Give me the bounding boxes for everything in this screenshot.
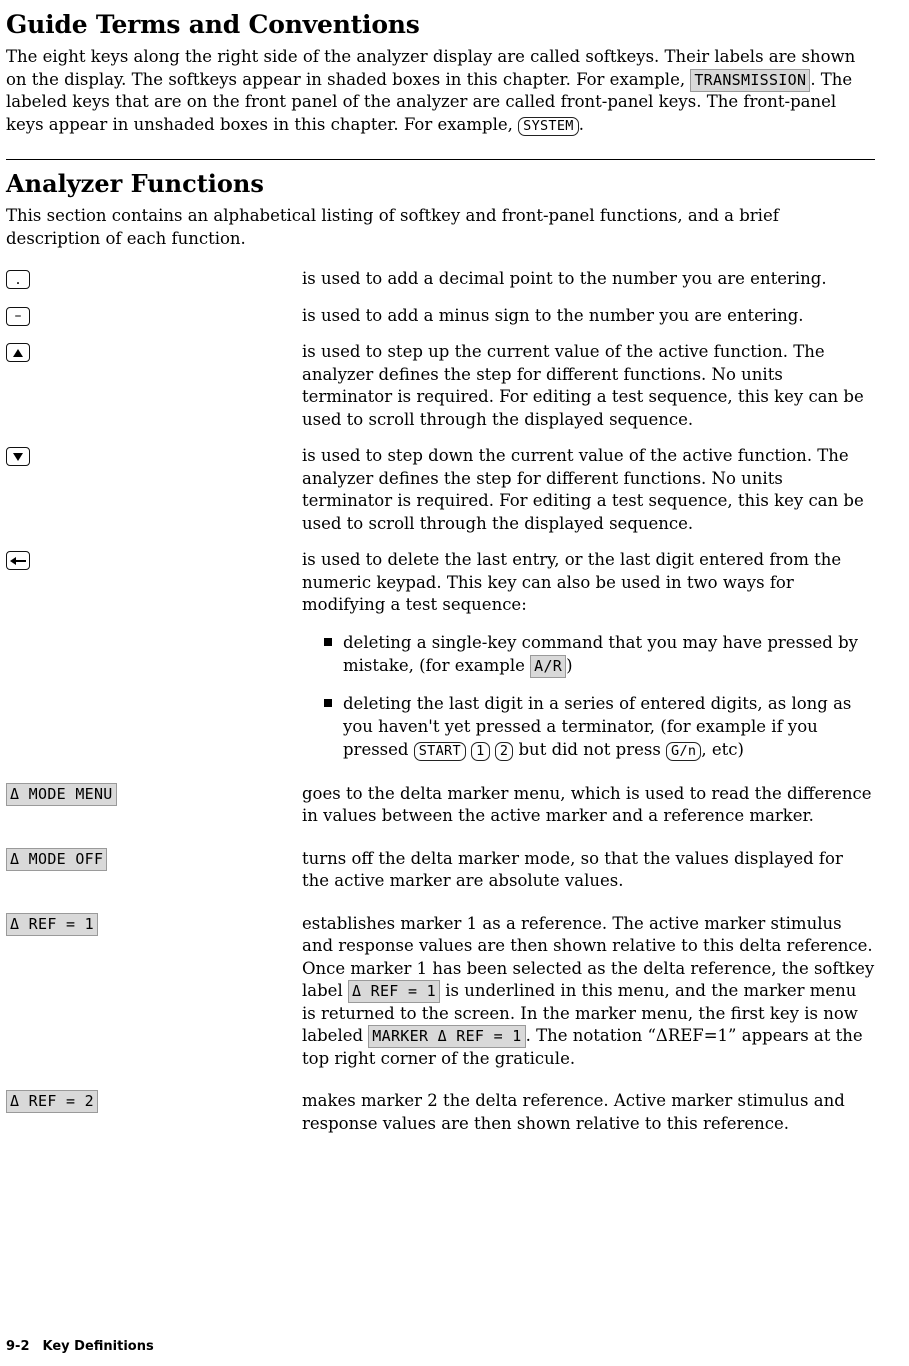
guide-conventions-paragraph [6, 46, 875, 137]
step-up-arrow-key-icon [6, 343, 30, 362]
term-delta-mode-menu [6, 783, 302, 803]
backspace-shape [10, 557, 26, 565]
backspace-key-icon [6, 551, 30, 570]
description-backspace [302, 549, 875, 763]
softkey-inline-marker-delta-ref-1: MARKER Δ REF = 1 [368, 1025, 525, 1048]
bullet-2-text-after: , etc) [701, 739, 744, 759]
frontpanel-key-1: 1 [471, 742, 489, 761]
section-divider [6, 159, 875, 160]
minus-sign-glyph: – [14, 308, 22, 324]
description-delta-mode-off: turns off the delta marker mode, so that the values displayed for the active marker are absolute values. [302, 848, 843, 890]
page-footer [6, 1339, 154, 1354]
backspace-bullet-list [302, 631, 875, 763]
bullet-1-text-after: ) [566, 655, 573, 675]
footer-chapter-title: Key Definitions [42, 1339, 154, 1354]
arrow-down-shape [13, 453, 23, 461]
list-item [302, 692, 875, 763]
delta-ref-1-text-part-3: . The notation “ΔREF=1” appears at the top right corner of the graticule. [302, 1026, 863, 1068]
backspace-intro-text: is used to delete the last entry, or the last digit entered from the numeric keypad. This key can also be used in two ways for modifying a test sequence: [302, 550, 842, 614]
definition-row [6, 268, 875, 291]
footer-page-number: 9-2 [6, 1339, 30, 1354]
bullet-text-1 [343, 631, 875, 678]
definition-row [6, 783, 875, 828]
description-decimal-point: is used to add a decimal point to the number you are entering. [302, 269, 827, 288]
frontpanel-key-g-n: G/n [666, 742, 701, 761]
definition-list [6, 268, 875, 1135]
page-title: Guide Terms and Conventions [6, 10, 420, 39]
delta-ref-1-text-part-1: establishes marker 1 as a reference. The active marker stimulus and response values are then shown relative to this delta reference. Once marker 1 has been selected as the delta reference, the softkey label [302, 913, 875, 1000]
definition-row [6, 1090, 875, 1135]
definition-row [6, 848, 875, 893]
bullet-1-text-before: deleting a single-key command that you may have pressed by mistake, (for example [343, 632, 858, 675]
bullet-2-text-mid: but did not press [518, 739, 661, 759]
analyzer-functions-intro: This section contains an alphabetical listing of softkey and front-panel functions, and a brief description of each function. [6, 206, 779, 248]
backspace-glyph [7, 552, 29, 569]
step-down-arrow-key-icon [6, 447, 30, 466]
definition-row [6, 549, 875, 763]
description-delta-ref-2: makes marker 2 the delta reference. Active marker stimulus and response values are then shown relative to this reference. [302, 1091, 845, 1133]
softkey-delta-ref-2: Δ REF = 2 [6, 1090, 98, 1113]
softkey-transmission: TRANSMISSION [690, 69, 810, 92]
term-step-down [6, 445, 302, 466]
decimal-point-key-icon [6, 270, 30, 289]
term-delta-ref-1 [6, 913, 302, 933]
softkey-delta-mode-off: Δ MODE OFF [6, 848, 107, 871]
definition-row [6, 305, 875, 328]
decimal-point-glyph: . [15, 270, 21, 288]
definition-row [6, 913, 875, 1071]
minus-sign-key-icon [6, 307, 30, 326]
arrow-up-shape [13, 349, 23, 357]
arrow-up-glyph [7, 344, 29, 361]
guide-paragraph-part-2: . The labeled keys that are on the front panel of the analyzer are called front-panel keys. The front-panel keys appear in unshaded boxes in this chapter. For example, [6, 69, 853, 134]
delta-ref-1-text-part-2: is underlined in this menu, and the marker menu is returned to the screen. In the marker menu, the first key is now labeled [302, 981, 858, 1045]
bullet-square-icon [324, 699, 332, 707]
description-step-down: is used to step down the current value of the active function. The analyzer defines the step for different functions. No units terminator is required. For editing a test sequence, this key can be used to scroll through the displayed sequence. [302, 446, 864, 533]
description-delta-ref-1 [302, 913, 875, 1071]
term-delta-ref-2 [6, 1090, 302, 1110]
definition-row [6, 341, 875, 431]
definition-row [6, 445, 875, 535]
bullet-square-icon [324, 638, 332, 646]
softkey-a-over-r: A/R [530, 655, 566, 678]
guide-paragraph-part-3: . [578, 114, 584, 134]
description-delta-mode-menu: goes to the delta marker menu, which is used to read the difference in values between the active marker and a reference marker. [302, 783, 872, 825]
frontpanel-key-2: 2 [495, 742, 513, 761]
term-backspace [6, 549, 302, 570]
term-minus-sign [6, 305, 302, 326]
frontpanel-key-start: START [414, 742, 466, 761]
arrow-down-glyph [7, 448, 29, 465]
softkey-delta-ref-1: Δ REF = 1 [6, 913, 98, 936]
frontpanel-key-system: SYSTEM [518, 117, 579, 136]
list-item [302, 631, 875, 678]
analyzer-functions-title: Analyzer Functions [6, 169, 264, 198]
term-delta-mode-off [6, 848, 302, 868]
guide-paragraph-part-1: The eight keys along the right side of the analyzer display are called softkeys. Their labels are shown on the display. The softkeys appear in shaded boxes in this chapter. For example, [6, 47, 856, 89]
softkey-delta-mode-menu: Δ MODE MENU [6, 783, 117, 806]
backspace-arrow-tail [16, 560, 26, 562]
term-step-up [6, 341, 302, 362]
softkey-inline-delta-ref-1: Δ REF = 1 [348, 980, 440, 1003]
bullet-2-text-before: deleting the last digit in a series of entered digits, as long as you haven't yet pressed a terminator, (for example if you pressed [343, 693, 852, 759]
description-step-up: is used to step up the current value of the active function. The analyzer defines the step for different functions. No units terminator is required. For editing a test sequence, this key can be used to scroll through the displayed sequence. [302, 342, 864, 429]
term-decimal-point [6, 268, 302, 289]
description-minus-sign: is used to add a minus sign to the number you are entering. [302, 305, 804, 325]
bullet-text-2 [343, 692, 875, 763]
